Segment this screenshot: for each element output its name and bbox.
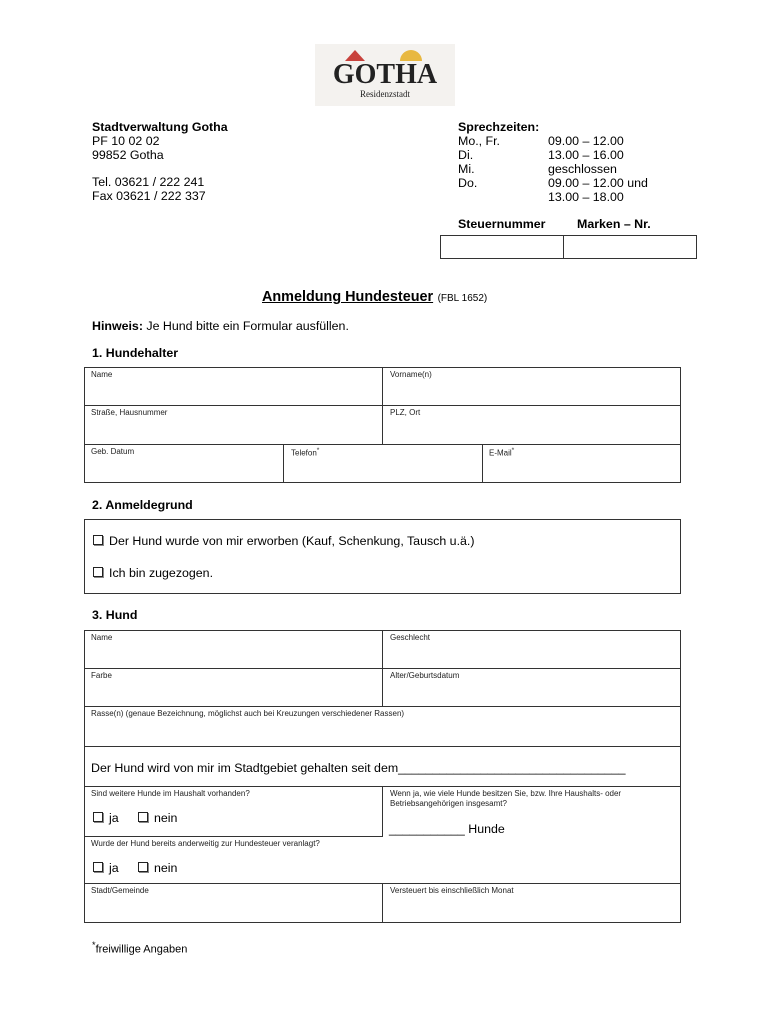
- holder-birthdate-field[interactable]: [85, 456, 282, 482]
- city-field[interactable]: [85, 895, 381, 922]
- hours-time: 13.00 – 18.00: [548, 190, 624, 204]
- dog-count-field[interactable]: [389, 822, 505, 836]
- reason-moved-label: Ich bin zugezogen.: [109, 566, 214, 580]
- hint: [92, 319, 349, 333]
- hours-day: Di.: [458, 148, 474, 162]
- section1-title: 1. Hundehalter: [92, 346, 179, 360]
- holder-email-label: E-Mail*: [489, 447, 515, 458]
- po-box: PF 10 02 02: [92, 134, 160, 148]
- footnote-star: *: [92, 940, 96, 950]
- dog-color-field[interactable]: [85, 679, 381, 705]
- form-title-line: [262, 288, 487, 306]
- holder-birthdate-label: Geb. Datum: [91, 447, 135, 456]
- dog-count-unit: Hunde: [468, 822, 505, 836]
- reason-moved-checkbox[interactable]: [93, 567, 103, 577]
- city-label: Stadt/Gemeinde: [91, 886, 149, 895]
- office-name: Stadtverwaltung Gotha: [92, 120, 228, 134]
- dog-count-blank: ___________: [389, 822, 465, 836]
- dog-breed-field[interactable]: [85, 718, 680, 745]
- hours-time: 09.00 – 12.00 und: [548, 176, 648, 190]
- holder-name-field[interactable]: [85, 378, 381, 404]
- section2-title: 2. Anmeldegrund: [92, 498, 193, 512]
- holder-phone-label: Telefon*: [291, 447, 320, 458]
- dog-color-label: Farbe: [91, 671, 112, 680]
- more-dogs-yes-label: ja: [109, 811, 119, 825]
- form-title: Anmeldung Hundesteuer: [262, 289, 434, 305]
- steuernummer-field[interactable]: [440, 235, 564, 259]
- dog-name-label: Name: [91, 633, 113, 642]
- taxed-no-label: nein: [154, 861, 178, 875]
- held-since-field[interactable]: Der Hund wird von mir im Stadtgebiet gehalten seit dem_________________________________: [91, 761, 626, 775]
- hours-time: geschlossen: [548, 162, 617, 176]
- dog-count-question: Wenn ja, wie viele Hunde besitzen Sie, bzw. Ihre Haushalts- oder Betriebsangehörigen insgesamt?: [390, 789, 622, 808]
- holder-vorname-label: Vorname(n): [390, 370, 432, 379]
- dog-sex-label: Geschlecht: [390, 633, 431, 642]
- form-code: (FBL 1652): [437, 293, 488, 304]
- steuernummer-label: Steuernummer: [458, 217, 546, 231]
- gotha-logo: [315, 44, 455, 106]
- holder-phone-field[interactable]: [284, 456, 481, 482]
- office-hours: [458, 120, 539, 134]
- footnote-text: freiwillige Angaben: [95, 943, 188, 956]
- taxed-until-label: Versteuert bis einschließlich Monat: [390, 886, 514, 895]
- taxed-yes-label: ja: [109, 861, 119, 875]
- hours-day: Mi.: [458, 162, 475, 176]
- reason-box: [84, 519, 681, 594]
- section3-title: 3. Hund: [92, 608, 138, 622]
- dog-age-field[interactable]: [383, 679, 680, 705]
- holder-plz-label: PLZ, Ort: [390, 408, 421, 417]
- dog-breed-label: Rasse(n) (genaue Bezeichnung, möglichst auch bei Kreuzungen verschiedener Rassen): [91, 709, 405, 718]
- taxed-no-checkbox[interactable]: [138, 862, 148, 872]
- hours-time: 09.00 – 12.00: [548, 134, 624, 148]
- more-dogs-no-label: nein: [154, 811, 178, 825]
- dog-sex-field[interactable]: [383, 641, 680, 667]
- address-block: [92, 120, 228, 203]
- holder-vorname-field[interactable]: [383, 378, 680, 404]
- more-dogs-no-checkbox[interactable]: [138, 812, 148, 822]
- hours-title: Sprechzeiten:: [458, 120, 540, 134]
- dog-age-label: Alter/Geburtsdatum: [390, 671, 460, 680]
- hours-day: Do.: [458, 176, 478, 190]
- holder-plz-field[interactable]: [383, 416, 680, 443]
- more-dogs-question: Sind weitere Hunde im Haushalt vorhanden?: [91, 789, 250, 798]
- dog-name-field[interactable]: [85, 641, 381, 667]
- marken-label: Marken – Nr.: [577, 217, 651, 231]
- holder-name-label: Name: [91, 370, 113, 379]
- hours-time: 13.00 – 16.00: [548, 148, 624, 162]
- taxed-yes-checkbox[interactable]: [93, 862, 103, 872]
- holder-email-field[interactable]: [483, 456, 680, 482]
- hint-text: Je Hund bitte ein Formular ausfüllen.: [142, 319, 349, 333]
- footnote: [92, 940, 187, 956]
- taxed-question: Wurde der Hund bereits anderweitig zur Hundesteuer veranlagt?: [91, 839, 320, 848]
- city: 99852 Gotha: [92, 148, 164, 162]
- taxed-until-field[interactable]: [383, 895, 680, 922]
- holder-street-label: Straße, Hausnummer: [91, 408, 168, 417]
- more-dogs-yes-checkbox[interactable]: [93, 812, 103, 822]
- hours-days: [458, 134, 558, 190]
- logo-subtext: Residenzstadt: [360, 89, 410, 99]
- reason-acquired-checkbox[interactable]: [93, 535, 103, 545]
- reason-acquired-label: Der Hund wurde von mir erworben (Kauf, Schenkung, Tausch u.ä.): [109, 534, 475, 548]
- logo-text: GOTHA: [332, 59, 438, 90]
- hint-label: Hinweis:: [92, 319, 143, 333]
- fax: Fax 03621 / 222 337: [92, 189, 206, 203]
- hours-times: [548, 134, 648, 204]
- holder-street-field[interactable]: [85, 416, 381, 443]
- telephone: Tel. 03621 / 222 241: [92, 175, 205, 189]
- marken-field[interactable]: [563, 235, 697, 259]
- hours-day: Mo., Fr.: [458, 134, 500, 148]
